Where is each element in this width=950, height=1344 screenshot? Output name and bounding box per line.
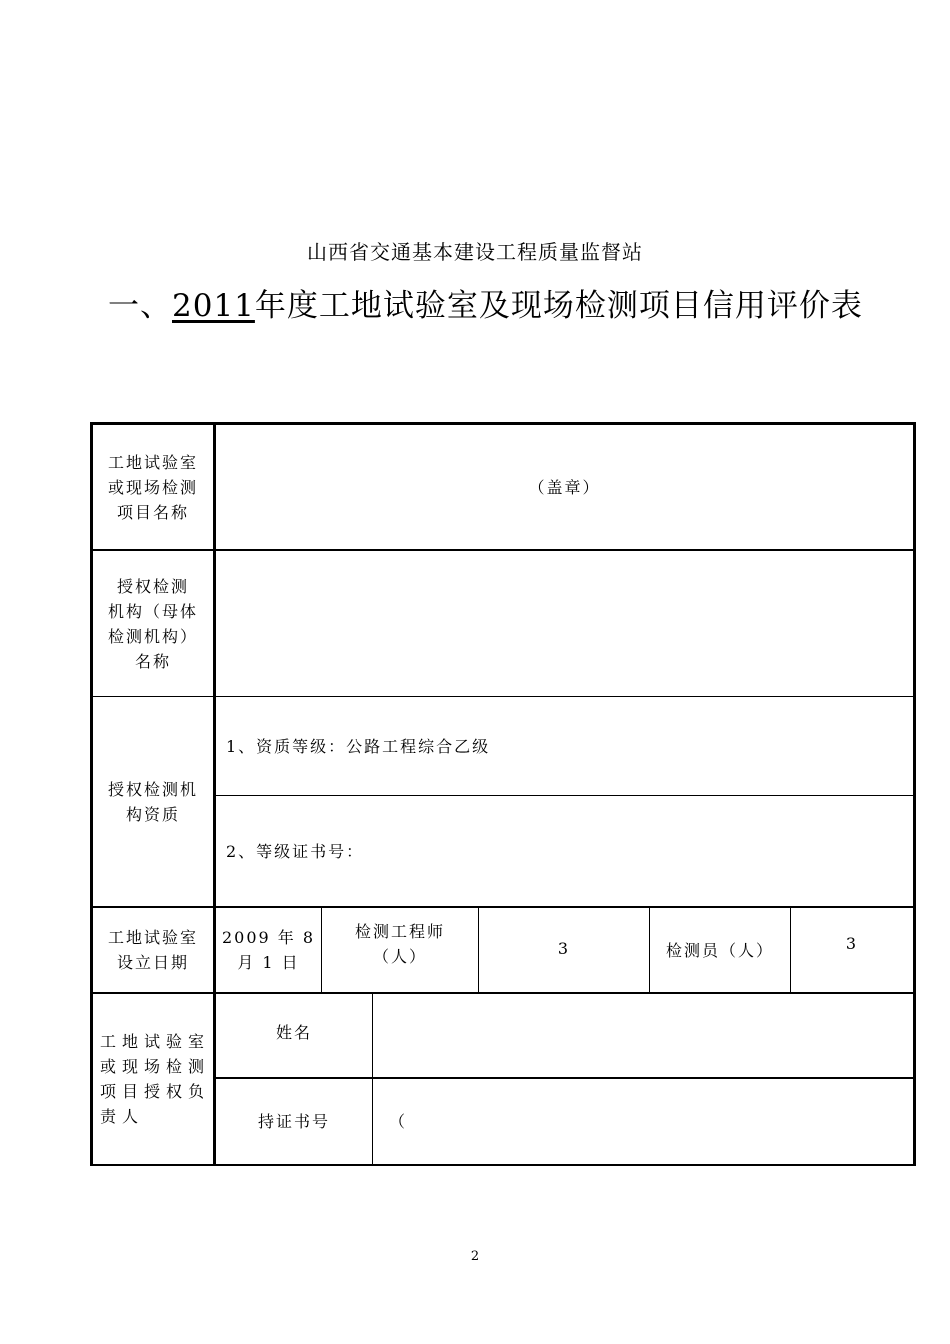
page-number: 2	[470, 1249, 480, 1264]
seal-placeholder: （盖章）	[528, 477, 601, 497]
qualification-grade[interactable]: 1、资质等级：公路工程综合乙级	[226, 736, 491, 756]
certificate-field[interactable]: （	[389, 1112, 408, 1131]
certificate-label: 持证书号	[257, 1112, 330, 1131]
certificate-number-field[interactable]: 2、等级证书号：	[226, 841, 365, 861]
inspector-label: 检测员（人）	[665, 940, 774, 960]
responsible-person-label: 工地试验室 或现场检测 项目授权负 责人	[100, 1032, 211, 1126]
name-label: 姓名	[275, 1023, 312, 1042]
name-field[interactable]	[373, 994, 913, 1077]
organization-name: 山西省交通基本建设工程质量监督站	[307, 240, 643, 264]
title-year: 2011	[172, 288, 255, 324]
lab-name-label: 工地试验室 或现场检测 项目名称	[107, 452, 198, 522]
inspector-count[interactable]: 3	[845, 933, 859, 953]
test-engineer-count[interactable]: 3	[557, 938, 571, 958]
authorized-org-field[interactable]	[216, 551, 913, 696]
establishment-date-label: 工地试验室 设立日期	[107, 928, 198, 972]
establishment-date-value[interactable]: 2009 年 8 月 1 日	[221, 928, 316, 972]
table-border-right	[913, 422, 916, 1166]
qualification-label: 授权检测机 构资质	[107, 779, 198, 824]
test-engineer-label: 检测工程师 （人）	[354, 922, 445, 966]
document-title	[108, 280, 908, 325]
title-prefix: 一、	[108, 288, 172, 324]
authorized-org-label: 授权检测 机构（母体 检测机构） 名称	[107, 576, 198, 671]
title-suffix: 年度工地试验室及现场检测项目信用评价表	[254, 288, 863, 324]
